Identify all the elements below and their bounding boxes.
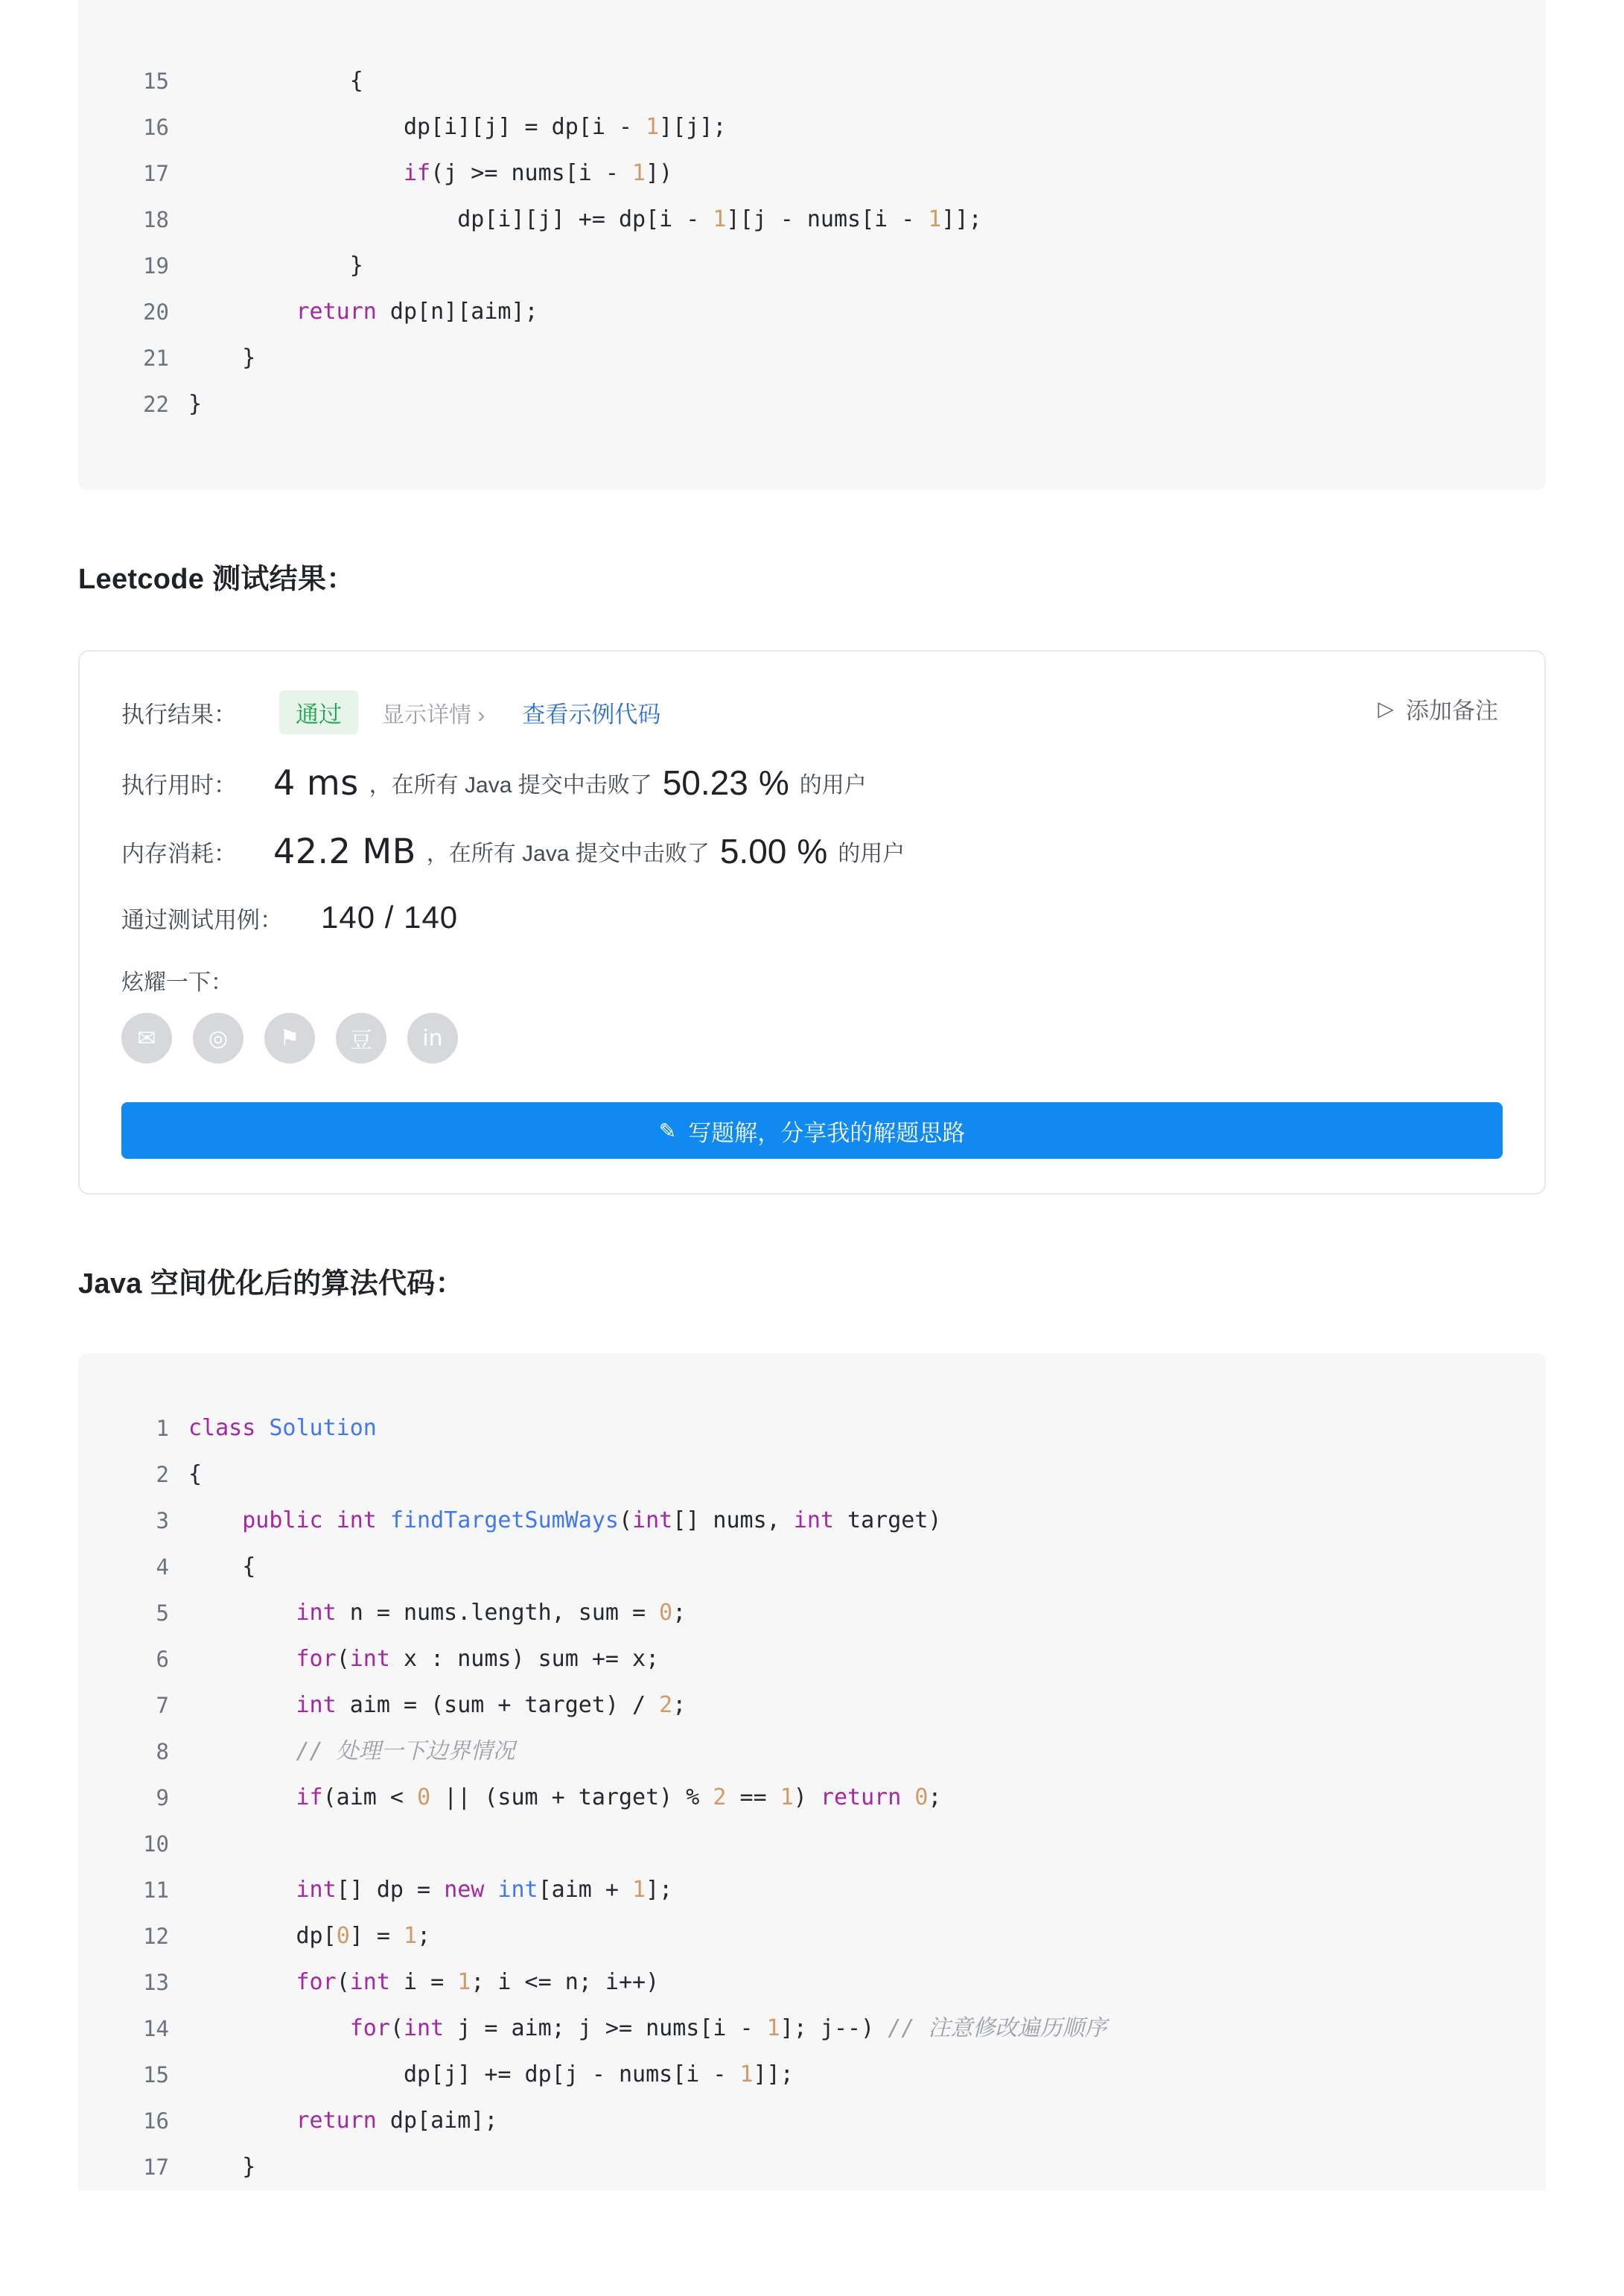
line-text [188,1544,255,1590]
code-token: (j >= nums[i - [430,160,633,186]
code-token: ) [793,1784,821,1810]
code-token [188,1507,242,1533]
add-note-label: 添加备注 [1406,698,1498,724]
line-text [188,1729,515,1775]
code-token [188,1877,296,1903]
line-text [188,1867,672,1913]
code-token: for [296,1969,337,1995]
line-number: 19 [143,253,169,279]
code-token: ; [672,1600,687,1626]
share-icon-list [121,1013,1503,1063]
line-number: 11 [143,1877,169,1903]
line-text [188,1913,430,1959]
code-token: ]]; [941,206,982,232]
line-number: 21 [143,346,169,371]
line-number: 10 [143,1831,169,1857]
code-line [78,150,1546,197]
code-token [188,2108,296,2134]
line-number: 17 [143,2155,169,2180]
code-line [78,1682,1546,1729]
line-number: 15 [143,2062,169,2087]
code-line [78,2052,1546,2098]
line-number: 4 [156,1554,169,1580]
line-number: 3 [156,1508,169,1533]
code-line [78,1775,1546,1821]
code-token: ]; [646,1877,673,1903]
runtime-percent-sign: % [758,763,789,802]
line-number: 20 [143,299,169,325]
code-token: 1 [928,206,942,232]
code-token: ; [417,1923,431,1949]
code-token: } [188,391,203,417]
memory-percent-sign: % [797,832,828,871]
code-token: ][j - nums[i - [726,206,929,232]
code-token: new [444,1877,498,1903]
code-token: 1 [404,1923,418,1949]
code-line [78,1498,1546,1544]
code-token: dp[ [188,1923,337,1949]
code-token: ( [618,1507,633,1533]
line-number: 13 [143,1970,169,1995]
line-text [188,1451,202,1498]
code-token: int [296,1877,337,1903]
code-token: ] = [349,1923,404,1949]
code-token: i = [389,1969,458,1995]
runtime-percentile: 50.23 [662,763,748,802]
memory-percentile: 5.00 [719,832,787,871]
code-token: int [497,1877,538,1903]
code-token: [aim + [538,1877,633,1903]
code-token: { [188,1461,203,1487]
code-token: 1 [713,206,727,232]
code-token: for [296,1646,337,1672]
code-block-optimized [78,1353,1546,2190]
test-cases-row [121,900,1503,935]
code-token: return [296,299,377,325]
code-token: 1 [632,1877,646,1903]
code-token: n = nums.length, sum = [336,1600,660,1626]
code-token: 1 [780,1784,794,1810]
code-token [188,160,404,186]
code-token: dp[n][aim]; [376,299,538,325]
bell-icon[interactable]: ⚑ [264,1013,315,1063]
show-detail-link[interactable]: 显示详情 › [382,702,485,728]
code-line [78,1451,1546,1498]
view-sample-code-link[interactable]: 查看示例代码 [522,702,661,728]
line-number: 12 [143,1924,169,1949]
code-token: int [296,1692,337,1718]
code-token: return [296,2108,377,2134]
line-number: 5 [156,1600,169,1626]
code-token: Solution [269,1415,377,1441]
code-token: == [726,1784,780,1810]
share-label: 炫耀一下： [121,970,233,995]
code-token: int [349,1969,390,1995]
code-line [78,2144,1546,2190]
code-token: { [188,68,363,94]
line-text [188,104,726,150]
code-token: } [188,252,363,279]
code-line [78,1405,1546,1451]
line-text [188,2098,497,2144]
code-token: ( [389,2015,404,2041]
code-token: ]) [646,160,673,186]
code-token: [] dp = [336,1877,445,1903]
runtime-label: 执行用时： [121,772,237,798]
line-text [188,1498,941,1544]
line-number: 16 [143,2108,169,2134]
code-line [78,1867,1546,1913]
code-token: aim = (sum + target) / [336,1692,660,1718]
code-token [901,1784,914,1810]
code-line [78,1590,1546,1636]
runtime-suffix: 的用户 [799,773,867,798]
line-text [188,2006,1106,2052]
line-number: 9 [156,1785,169,1810]
code-line [78,1821,1546,1867]
memory-value: 42.2 MB [273,831,416,871]
code-token: { [188,1554,256,1580]
code-token: 0 [417,1784,431,1810]
code-token: int [296,1600,337,1626]
code-line [78,335,1546,381]
weibo-icon[interactable]: ◎ [193,1013,243,1063]
line-number: 8 [156,1739,169,1764]
code-token [188,1692,296,1718]
runtime-mid-text: ，在所有 Java 提交中击败了 [369,773,652,798]
code-token: j = aim; j >= nums[i - [444,2015,767,2041]
code-token [188,1738,296,1764]
code-token: ; [672,1692,687,1718]
exec-result-row [121,690,1503,734]
line-text [188,1682,686,1729]
code-token: 1 [632,160,646,186]
code-token: || (sum + target) % [430,1784,713,1810]
exec-result-label: 执行结果： [121,702,237,728]
line-text [188,289,538,335]
code-token: int [349,1646,390,1672]
code-token: 1 [739,2061,754,2087]
code-token: ]]; [753,2061,794,2087]
line-text [188,2144,255,2190]
code-line [78,289,1546,335]
add-note-button[interactable] [1378,692,1498,725]
code-line [78,104,1546,150]
line-text [188,197,982,243]
memory-mid-text: ，在所有 Java 提交中击败了 [426,842,710,866]
code-token: 0 [336,1923,350,1949]
write-solution-label: 写题解，分享我的解题思路 [688,1119,966,1146]
memory-row [121,831,1503,871]
code-token: for [349,2015,390,2041]
code-token [188,1969,296,1995]
code-line [78,1729,1546,1775]
pencil-icon: ✎ [658,1119,677,1142]
code-token [188,1646,296,1672]
code-token: ; [928,1784,942,1810]
code-token: int [336,1507,390,1533]
line-number: 1 [156,1416,169,1441]
code-token: ]; j--) [780,2015,888,2041]
code-token: 0 [659,1600,673,1626]
line-number: 18 [143,207,169,232]
code-token: 1 [766,2015,780,2041]
code-token: int [793,1507,834,1533]
code-token: ; i <= n; i++) [471,1969,660,1995]
flag-icon: ▷ [1378,697,1394,720]
code-token: (aim < [322,1784,418,1810]
line-number: 17 [143,161,169,186]
line-number: 7 [156,1693,169,1718]
code-token: ( [336,1646,350,1672]
code-line [78,381,1546,427]
code-block-top [78,0,1546,490]
code-token: if [296,1784,323,1810]
code-token: if [403,160,431,186]
memory-label: 内存消耗： [121,840,237,867]
code-token: } [188,345,256,371]
line-number: 16 [143,115,169,140]
line-number: 2 [156,1462,169,1487]
line-text [188,58,363,104]
test-cases-label: 通过测试用例： [121,906,283,933]
code-token: dp[j] += dp[j - nums[i - [188,2061,740,2087]
code-token: int [404,2015,445,2041]
line-number: 14 [143,2016,169,2041]
code-token: return [820,1784,902,1810]
code-token: } [188,2154,256,2180]
code-line [78,197,1546,243]
heading-leetcode-result: Leetcode 测试结果： [78,564,355,595]
code-line [78,2098,1546,2144]
line-text [188,1775,941,1821]
code-token: dp[i][j] = dp[i - [188,114,646,140]
runtime-value: 4 ms [273,763,359,803]
code-token: // 注意修改遍历顺序 [888,2015,1107,2041]
code-line [78,2006,1546,2052]
line-text [188,1590,686,1636]
code-token [188,299,296,325]
code-token: 1 [646,114,660,140]
code-token: 1 [457,1969,471,1995]
line-text [188,243,363,289]
code-line [78,1913,1546,1959]
linkedin-icon[interactable]: in [407,1013,458,1063]
code-token: findTargetSumWays [389,1507,619,1533]
line-text [188,335,255,381]
line-number: 15 [143,69,169,94]
code-token: class [188,1415,270,1441]
code-line [78,243,1546,289]
line-text [188,1959,659,2006]
code-token [188,1600,296,1626]
code-token: [] nums, [672,1507,794,1533]
code-token: ( [336,1969,350,1995]
line-text [188,2052,794,2098]
line-text [188,381,202,427]
code-token [188,2015,350,2041]
code-token: dp[aim]; [376,2108,498,2134]
code-token: 2 [713,1784,727,1810]
line-number: 22 [143,392,169,417]
write-solution-button[interactable] [121,1102,1503,1159]
heading-optimized-code: Java 空间优化后的算法代码： [78,1268,464,1300]
douban-icon[interactable]: 豆 [336,1013,386,1063]
code-line [78,1544,1546,1590]
code-token: x : nums) sum += x; [389,1646,660,1672]
runtime-row [121,763,1503,803]
code-line [78,1636,1546,1682]
code-token: public [242,1507,337,1533]
code-token: 0 [914,1784,929,1810]
code-token: ][j]; [659,114,727,140]
line-text [188,1636,659,1682]
line-text [188,150,672,197]
test-cases-value: 140 / 140 [321,900,459,935]
code-token: dp[i][j] += dp[i - [188,206,713,232]
status-badge: 通过 [279,690,358,734]
code-token: // 处理一下边界情况 [296,1738,515,1764]
line-text [188,1405,377,1451]
line-number: 6 [156,1647,169,1672]
memory-suffix: 的用户 [838,842,905,866]
leetcode-result-card [78,650,1546,1195]
code-line [78,1959,1546,2006]
code-line [78,58,1546,104]
code-token: int [632,1507,673,1533]
code-token: 2 [659,1692,673,1718]
wechat-icon[interactable]: ✉ [121,1013,172,1063]
code-token [188,1784,296,1810]
code-token: target) [833,1507,942,1533]
